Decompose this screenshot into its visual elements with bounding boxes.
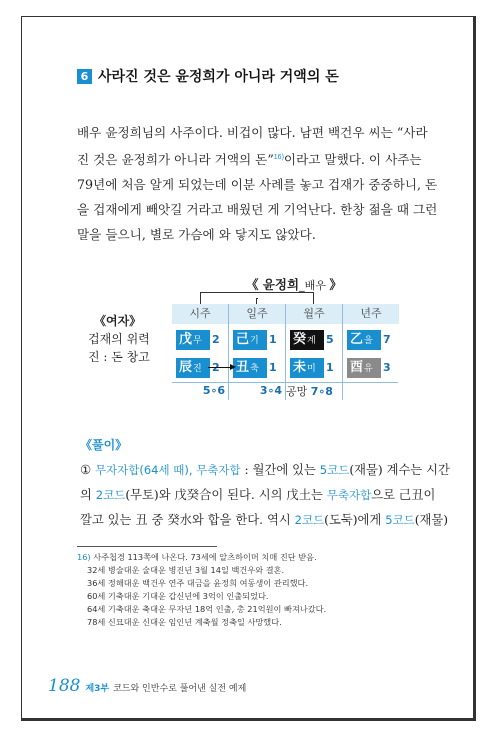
column-header-ilju: 일주 xyxy=(229,304,285,324)
chart-description: 겁재의 위력 진 : 돈 창고 xyxy=(88,332,150,364)
footnote-ref: 16) xyxy=(273,154,284,161)
body-line: 말을 들으니, 별로 가슴에 와 닿지도 않았다. xyxy=(77,227,316,243)
column-header-nyeonju: 년주 xyxy=(343,304,399,324)
empty-branch-siju: 5∘6 xyxy=(202,384,226,397)
page-footer xyxy=(48,676,246,696)
heavenly-stem-cell: 癸계 5 xyxy=(286,328,342,352)
earthly-branch-cell: 酉유 3 xyxy=(343,356,399,380)
earthly-branch-cell: 辰진 xyxy=(172,356,228,380)
body-paragraph xyxy=(77,120,438,247)
section-title: 사라진 것은 윤정희가 아니라 거액의 돈 xyxy=(98,69,339,85)
part-label: 제3부 xyxy=(85,684,110,694)
body-line: 을 겁재에게 빼앗길 거라고 배웠던 게 기억난다. 한창 젊을 때 그런 xyxy=(77,202,438,218)
explanation-text: ① 무자자합(64세 때), 무축자합 : 월간에 있는 5코드(재물) 계수는 시간 의 2코드(무토)와 戊癸合이 된다. 시의 戊土는 무축자합으로 己丑이 깔고 있는 丑 중 癸水와 합을 한다. 역시 2코드(도둑)에게 5코드(재물) xyxy=(80,463,450,527)
part-title: 코드와 인반수로 풀어낸 실전 예제 xyxy=(113,684,247,694)
footnotes: 16) 사주첩경 113쪽에 나온다. 73세에 알츠하이머 치매 진단 받음. 32세 병술대운 술대운 병진년 3월 14일 백건우와 결혼. 36세 정해대운 백건우 연주 대금을 윤정희 여동생이 관리했다. 60세 기축대운 기대운 갑신년에 3억이 인출되었다. 64세 기축대운 축대운 무자년 18억 인출, 총 21억원이 빠져나갔다. 78세 신묘대운 신대운 임인년 계축월 정축일 사망했다. xyxy=(77,552,327,627)
heavenly-stem-cell: 乙을 7 xyxy=(343,328,399,352)
body-line: 79년에 처음 알게 되었는데 이분 사례를 놓고 겁재가 중중하니, 돈 xyxy=(77,177,438,193)
explanation-label: 《풀이》 xyxy=(80,438,128,452)
grid-divider xyxy=(172,382,398,383)
gongmang-label: 공망 7∘8 xyxy=(286,385,333,398)
grid-divider xyxy=(342,304,343,400)
saju-grid xyxy=(172,304,398,400)
section-number-badge: 6 xyxy=(77,69,92,84)
chart-title: 《 윤정희_배우 》 xyxy=(246,277,342,292)
earthly-branch-cell: 丑축 1 xyxy=(229,356,285,380)
column-header-wolju: 월주 xyxy=(286,304,342,324)
body-line: 배우 윤정희님의 사주이다. 비겁이 많다. 남편 백건우 씨는 “사라 xyxy=(77,125,428,140)
column-header-siju: 시주 xyxy=(172,304,228,324)
footnote-divider xyxy=(77,546,217,547)
page-number: 188 xyxy=(48,676,81,696)
combine-arrow xyxy=(208,367,234,368)
body-line: 진 것은 윤정희가 아니라 거액의 돈”$^{16)}$이라고 말했다. 이 사주는 xyxy=(77,152,422,168)
earthly-branch-cell: 未미 1 xyxy=(286,356,342,380)
section-heading xyxy=(77,66,339,86)
heavenly-stem-cell: 戊무 2 xyxy=(172,328,228,352)
empty-branch-ilju: 3∘4 xyxy=(259,384,283,397)
gender-label: 《여자》 xyxy=(94,314,142,328)
heavenly-stem-cell: 己기 1 xyxy=(229,328,285,352)
